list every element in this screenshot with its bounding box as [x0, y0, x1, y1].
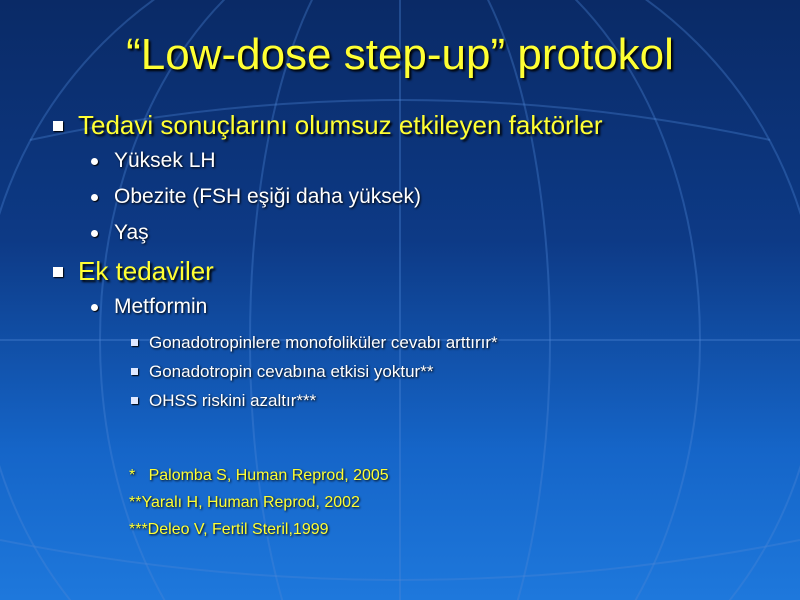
list-item: Obezite (FSH eşiği daha yüksek) — [114, 185, 421, 208]
list-item: Yüksek LH — [114, 149, 216, 172]
list-subitem: Gonadotropinlere monofoliküler cevabı arttırır* — [149, 333, 498, 352]
section-heading-additional-treatments: Ek tedaviler — [78, 256, 214, 286]
dot-bullet-icon — [91, 230, 98, 237]
dot-bullet-icon — [91, 194, 98, 201]
reference-3: ***Deleo V, Fertil Steril,1999 — [129, 521, 329, 538]
small-square-bullet-icon — [131, 339, 138, 346]
small-square-bullet-icon — [131, 397, 138, 404]
dot-bullet-icon — [91, 158, 98, 165]
list-subitem: Gonadotropin cevabına etkisi yoktur** — [149, 362, 434, 381]
dot-bullet-icon — [91, 304, 98, 311]
list-subitem: OHSS riskini azaltır*** — [149, 391, 317, 410]
list-item: Metformin — [114, 295, 208, 318]
square-bullet-icon — [53, 267, 63, 277]
square-bullet-icon — [53, 121, 63, 131]
list-item: Yaş — [114, 221, 149, 244]
small-square-bullet-icon — [131, 368, 138, 375]
slide-title: “Low-dose step-up” protokol — [126, 30, 674, 79]
reference-2: **Yaralı H, Human Reprod, 2002 — [129, 494, 360, 511]
reference-1: * Palomba S, Human Reprod, 2005 — [129, 467, 389, 484]
section-heading-factors: Tedavi sonuçlarını olumsuz etkileyen faktörler — [78, 110, 603, 140]
